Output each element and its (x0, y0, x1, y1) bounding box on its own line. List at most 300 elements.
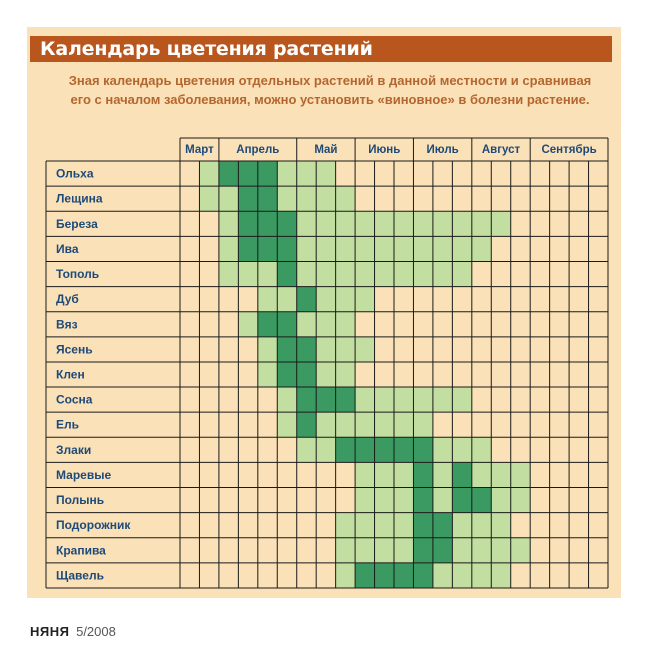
bloom-cell (180, 211, 199, 236)
bloom-cell (452, 362, 471, 387)
bloom-cell (238, 236, 257, 261)
bloom-cell (375, 362, 394, 387)
bloom-cell (511, 387, 530, 412)
bloom-cell (433, 186, 452, 211)
intro-line-1: Зная календарь цветения отдельных растений в данной местности и сравнивая (68, 73, 592, 88)
bloom-cell (297, 513, 316, 538)
plant-name: Подорожник (56, 518, 131, 533)
bloom-cell (219, 387, 238, 412)
bloom-cell (219, 412, 238, 437)
bloom-cell (355, 337, 374, 362)
bloom-cell (297, 211, 316, 236)
bloom-cell (277, 437, 296, 462)
bloom-cell (413, 161, 432, 186)
bloom-cell (199, 538, 218, 563)
bloom-cell (375, 437, 394, 462)
bloom-cell (238, 563, 257, 588)
bloom-cell (511, 362, 530, 387)
bloom-cell (180, 462, 199, 487)
bloom-cell (394, 513, 413, 538)
bloom-cell (433, 211, 452, 236)
bloom-cell (433, 337, 452, 362)
bloom-cell (238, 211, 257, 236)
bloom-cell (589, 287, 608, 312)
bloom-cell (258, 261, 277, 286)
bloom-cell (277, 186, 296, 211)
bloom-cell (258, 412, 277, 437)
bloom-cell (316, 236, 335, 261)
bloom-cell (569, 161, 588, 186)
bloom-cell (199, 312, 218, 337)
bloom-cell (336, 387, 355, 412)
bloom-cell (258, 462, 277, 487)
bloom-cell (180, 337, 199, 362)
bloom-cell (219, 161, 238, 186)
bloom-cell (589, 437, 608, 462)
bloom-cell (277, 513, 296, 538)
bloom-cell (258, 161, 277, 186)
bloom-cell (375, 236, 394, 261)
bloom-cell (511, 337, 530, 362)
bloom-cell (569, 186, 588, 211)
month-label: Апрель (236, 144, 280, 156)
bloom-cell (530, 287, 549, 312)
bloom-cell (491, 412, 510, 437)
plant-name: Дуб (56, 292, 79, 307)
bloom-cell (589, 462, 608, 487)
bloom-cell (433, 538, 452, 563)
bloom-cell (589, 211, 608, 236)
bloom-cell (199, 362, 218, 387)
bloom-cell (394, 287, 413, 312)
bloom-cell (491, 387, 510, 412)
bloom-cell (433, 287, 452, 312)
bloom-cell (530, 337, 549, 362)
bloom-cell (413, 236, 432, 261)
bloom-cell (452, 287, 471, 312)
plant-name: Сосна (56, 392, 93, 407)
bloom-cell (394, 312, 413, 337)
bloom-cell (336, 211, 355, 236)
bloom-cell (452, 563, 471, 588)
bloom-cell (277, 312, 296, 337)
bloom-cell (491, 337, 510, 362)
bloom-cell (491, 538, 510, 563)
bloom-cell (199, 287, 218, 312)
plant-name: Маревые (56, 467, 112, 482)
bloom-cell (433, 387, 452, 412)
bloom-cell (199, 563, 218, 588)
bloom-cell (569, 312, 588, 337)
bloom-cell (258, 362, 277, 387)
bloom-cell (180, 186, 199, 211)
bloom-cell (530, 513, 549, 538)
bloom-cell (569, 412, 588, 437)
bloom-cell (569, 261, 588, 286)
bloom-cell (589, 387, 608, 412)
bloom-cell (413, 287, 432, 312)
bloom-cell (297, 186, 316, 211)
bloom-cell (452, 538, 471, 563)
bloom-cell (452, 337, 471, 362)
bloom-cell (336, 161, 355, 186)
bloom-cell (277, 488, 296, 513)
bloom-cell (589, 186, 608, 211)
bloom-cell (550, 538, 569, 563)
bloom-cell (394, 186, 413, 211)
bloom-cell (413, 488, 432, 513)
bloom-cell (316, 362, 335, 387)
bloom-cell (394, 211, 413, 236)
bloom-cell (219, 462, 238, 487)
bloom-cell (277, 211, 296, 236)
bloom-cell (238, 412, 257, 437)
bloom-cell (277, 161, 296, 186)
bloom-cell (452, 387, 471, 412)
bloom-cell (297, 563, 316, 588)
bloom-cell (375, 287, 394, 312)
bloom-cell (199, 161, 218, 186)
bloom-cell (297, 437, 316, 462)
bloom-cell (530, 488, 549, 513)
bloom-cell (550, 337, 569, 362)
bloom-cell (258, 236, 277, 261)
bloom-cell (589, 538, 608, 563)
bloom-cell (219, 287, 238, 312)
bloom-cell (433, 261, 452, 286)
bloom-cell (238, 538, 257, 563)
bloom-cell (569, 387, 588, 412)
bloom-cell (413, 563, 432, 588)
bloom-cell (355, 261, 374, 286)
bloom-cell (530, 437, 549, 462)
bloom-cell (297, 412, 316, 437)
bloom-cell (199, 513, 218, 538)
bloom-cell (569, 563, 588, 588)
bloom-cell (258, 387, 277, 412)
bloom-cell (491, 362, 510, 387)
bloom-cell (589, 261, 608, 286)
bloom-cell (297, 236, 316, 261)
bloom-cell (199, 437, 218, 462)
bloom-cell (316, 161, 335, 186)
month-label: Июнь (368, 144, 401, 156)
bloom-cell (394, 412, 413, 437)
plant-name: Клен (56, 367, 85, 382)
bloom-cell (511, 513, 530, 538)
bloom-cell (277, 337, 296, 362)
footer (30, 624, 116, 639)
bloom-cell (258, 437, 277, 462)
bloom-cell (375, 462, 394, 487)
bloom-cell (355, 513, 374, 538)
bloom-cell (413, 312, 432, 337)
bloom-cell (491, 261, 510, 286)
bloom-cell (511, 236, 530, 261)
bloom-cell (355, 211, 374, 236)
bloom-cell (219, 211, 238, 236)
bloom-cell (336, 362, 355, 387)
month-label: Март (185, 144, 214, 156)
bloom-cell (316, 387, 335, 412)
bloom-cell (336, 563, 355, 588)
bloom-cell (394, 161, 413, 186)
bloom-cell (589, 488, 608, 513)
bloom-cell (297, 337, 316, 362)
bloom-cell (355, 462, 374, 487)
bloom-cell (550, 462, 569, 487)
bloom-cell (375, 261, 394, 286)
bloom-cell (569, 287, 588, 312)
bloom-cell (413, 513, 432, 538)
bloom-cell (550, 211, 569, 236)
bloom-cell (511, 437, 530, 462)
bloom-cell (355, 538, 374, 563)
bloom-cell (336, 337, 355, 362)
bloom-cell (433, 236, 452, 261)
bloom-cell (569, 462, 588, 487)
bloom-cell (472, 236, 491, 261)
bloom-cell (569, 362, 588, 387)
bloom-cell (277, 362, 296, 387)
plant-name: Вяз (56, 317, 78, 332)
bloom-cell (180, 538, 199, 563)
bloom-cell (413, 412, 432, 437)
bloom-cell (375, 412, 394, 437)
bloom-cell (316, 261, 335, 286)
bloom-cell (472, 513, 491, 538)
bloom-cell (452, 211, 471, 236)
bloom-cell (472, 186, 491, 211)
bloom-cell (511, 538, 530, 563)
bloom-cell (530, 462, 549, 487)
bloom-cell (511, 462, 530, 487)
bloom-cell (297, 538, 316, 563)
bloom-cell (277, 412, 296, 437)
bloom-cell (511, 563, 530, 588)
bloom-cell (219, 236, 238, 261)
bloom-cell (394, 538, 413, 563)
bloom-cell (180, 236, 199, 261)
bloom-cell (550, 387, 569, 412)
bloom-cell (277, 261, 296, 286)
bloom-cell (297, 261, 316, 286)
bloom-cell (472, 161, 491, 186)
bloom-cell (589, 337, 608, 362)
bloom-cell (258, 287, 277, 312)
bloom-cell (238, 488, 257, 513)
bloom-cell (180, 437, 199, 462)
bloom-cell (530, 161, 549, 186)
bloom-cell (472, 538, 491, 563)
bloom-cell (316, 538, 335, 563)
bloom-cell (297, 161, 316, 186)
bloom-cell (199, 261, 218, 286)
bloom-cell (530, 312, 549, 337)
bloom-cell (375, 211, 394, 236)
bloom-cell (433, 488, 452, 513)
bloom-cell (413, 437, 432, 462)
bloom-cell (472, 462, 491, 487)
bloom-cell (491, 161, 510, 186)
bloom-cell (375, 161, 394, 186)
bloom-cell (238, 337, 257, 362)
bloom-cell (394, 563, 413, 588)
bloom-cell (219, 312, 238, 337)
bloom-cell (375, 563, 394, 588)
bloom-cell (413, 337, 432, 362)
bloom-cell (316, 563, 335, 588)
bloom-cell (472, 488, 491, 513)
plant-name: Полынь (56, 493, 105, 508)
bloom-cell (589, 513, 608, 538)
bloom-cell (219, 186, 238, 211)
bloom-cell (355, 362, 374, 387)
bloom-cell (316, 488, 335, 513)
bloom-cell (199, 412, 218, 437)
bloom-cell (336, 186, 355, 211)
bloom-cell (355, 186, 374, 211)
bloom-cell (238, 287, 257, 312)
bloom-cell (472, 362, 491, 387)
bloom-cell (433, 563, 452, 588)
bloom-cell (530, 362, 549, 387)
bloom-cell (394, 236, 413, 261)
plant-name: Крапива (56, 543, 106, 558)
bloom-cell (472, 312, 491, 337)
bloom-cell (180, 287, 199, 312)
bloom-cell (530, 538, 549, 563)
bloom-cell (355, 236, 374, 261)
issue-number: 5/2008 (76, 624, 116, 639)
bloom-cell (355, 387, 374, 412)
intro-line-2: его с началом заболевания, можно установить «виновное» в болезни растение. (70, 92, 590, 107)
bloom-cell (511, 488, 530, 513)
bloom-cell (277, 236, 296, 261)
bloom-cell (569, 211, 588, 236)
bloom-cell (297, 387, 316, 412)
bloom-cell (199, 337, 218, 362)
bloom-cell (277, 538, 296, 563)
bloom-cell (355, 287, 374, 312)
bloom-cell (219, 261, 238, 286)
bloom-cell (550, 563, 569, 588)
bloom-cell (355, 161, 374, 186)
bloom-cell (375, 312, 394, 337)
bloom-cell (550, 437, 569, 462)
month-label: Май (314, 144, 338, 156)
bloom-cell (589, 362, 608, 387)
bloom-cell (452, 236, 471, 261)
bloom-cell (452, 462, 471, 487)
bloom-cell (199, 387, 218, 412)
bloom-cell (433, 437, 452, 462)
bloom-cell (258, 337, 277, 362)
bloom-cell (238, 513, 257, 538)
bloom-cell (199, 236, 218, 261)
bloom-cell (589, 161, 608, 186)
bloom-cell (550, 161, 569, 186)
bloom-cell (452, 312, 471, 337)
bloom-cell (238, 261, 257, 286)
bloom-cell (491, 563, 510, 588)
bloom-cell (277, 462, 296, 487)
bloom-cell (413, 462, 432, 487)
bloom-cell (472, 387, 491, 412)
bloom-cell (258, 538, 277, 563)
bloom-cell (180, 387, 199, 412)
bloom-cell (336, 312, 355, 337)
bloom-cell (530, 236, 549, 261)
bloom-cell (491, 312, 510, 337)
bloom-cell (394, 337, 413, 362)
bloom-cell (413, 186, 432, 211)
bloom-cell (394, 437, 413, 462)
bloom-cell (452, 161, 471, 186)
bloom-cell (258, 211, 277, 236)
bloom-cell (199, 211, 218, 236)
bloom-cell (199, 488, 218, 513)
plant-name: Тополь (56, 267, 100, 282)
plant-name: Злаки (56, 442, 92, 457)
bloom-cell (569, 513, 588, 538)
bloom-cell (433, 513, 452, 538)
bloom-cell (491, 287, 510, 312)
plant-name: Лещина (56, 191, 103, 206)
bloom-cell (452, 261, 471, 286)
bloom-cell (277, 287, 296, 312)
bloom-cell (491, 488, 510, 513)
bloom-cell (433, 312, 452, 337)
bloom-cell (413, 387, 432, 412)
bloom-cell (336, 412, 355, 437)
bloom-cell (199, 186, 218, 211)
plant-name: Береза (56, 216, 98, 231)
bloom-cell (316, 513, 335, 538)
bloom-cell (180, 312, 199, 337)
bloom-cell (550, 236, 569, 261)
bloom-cell (316, 412, 335, 437)
month-label: Июль (426, 144, 459, 156)
bloom-cell (550, 412, 569, 437)
bloom-cell (180, 488, 199, 513)
bloom-cell (394, 462, 413, 487)
bloom-cell (219, 563, 238, 588)
bloom-cell (219, 362, 238, 387)
bloom-cell (433, 161, 452, 186)
bloom-cell (550, 186, 569, 211)
plant-name: Щавель (56, 568, 104, 583)
bloom-cell (355, 437, 374, 462)
bloom-cell (511, 261, 530, 286)
bloom-cell (316, 287, 335, 312)
plant-name: Ясень (56, 342, 93, 357)
bloom-cell (550, 312, 569, 337)
bloom-cell (355, 312, 374, 337)
bloom-cell (394, 488, 413, 513)
bloom-cell (491, 236, 510, 261)
bloom-cell (219, 513, 238, 538)
bloom-cell (511, 412, 530, 437)
bloom-cell (550, 287, 569, 312)
bloom-cell (569, 236, 588, 261)
bloom-cell (375, 186, 394, 211)
bloom-cell (336, 462, 355, 487)
bloom-cell (530, 186, 549, 211)
bloom-cell (394, 362, 413, 387)
bloom-cell (297, 488, 316, 513)
bloom-cell (569, 337, 588, 362)
